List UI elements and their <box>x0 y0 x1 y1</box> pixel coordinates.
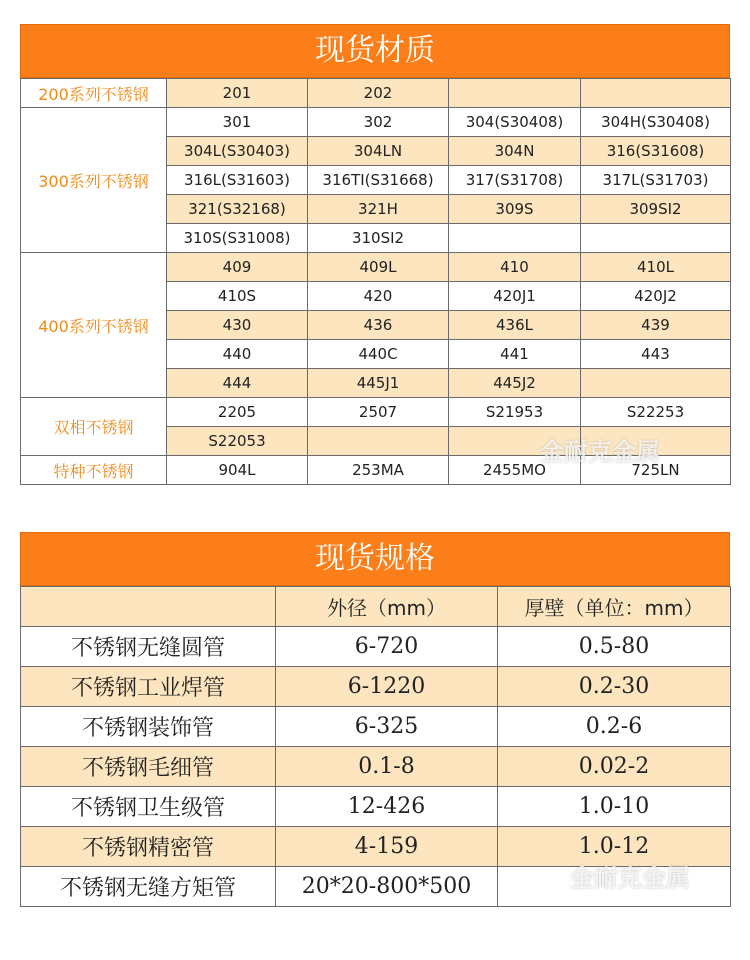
materials-section <box>20 24 730 485</box>
wall-thickness-cell: 0.2-6 <box>498 707 731 747</box>
material-grade-cell: 309S <box>449 195 581 224</box>
material-grade-cell: S21953 <box>449 398 581 427</box>
material-grade-cell: 316L(S31603) <box>167 166 308 195</box>
material-grade-cell: 301 <box>167 108 308 137</box>
outer-diameter-cell: 12-426 <box>276 787 498 827</box>
material-grade-cell: 253MA <box>308 456 449 485</box>
material-grade-cell: 904L <box>167 456 308 485</box>
material-row <box>21 108 731 137</box>
specs-header-cell <box>21 587 276 627</box>
material-grade-cell: 2455MO <box>449 456 581 485</box>
material-grade-cell <box>308 427 449 456</box>
material-grade-cell: 409L <box>308 253 449 282</box>
material-grade-cell: 317L(S31703) <box>581 166 731 195</box>
material-grade-cell: 304L(S30403) <box>167 137 308 166</box>
specs-row <box>21 707 731 747</box>
material-row <box>21 456 731 485</box>
wall-thickness-cell: 1.0-12 <box>498 827 731 867</box>
outer-diameter-cell: 6-720 <box>276 627 498 667</box>
outer-diameter-cell: 4-159 <box>276 827 498 867</box>
material-group-label: 200系列不锈钢 <box>21 79 167 108</box>
material-row <box>21 398 731 427</box>
pipe-type-cell: 不锈钢工业焊管 <box>21 667 276 707</box>
wall-thickness-cell: 1.0-10 <box>498 787 731 827</box>
material-group-label: 400系列不锈钢 <box>21 253 167 398</box>
pipe-type-cell: 不锈钢卫生级管 <box>21 787 276 827</box>
material-grade-cell: 201 <box>167 79 308 108</box>
pipe-type-cell: 不锈钢毛细管 <box>21 747 276 787</box>
specs-section <box>20 532 730 907</box>
material-grade-cell: 410S <box>167 282 308 311</box>
material-grade-cell <box>581 224 731 253</box>
materials-title: 现货材质 <box>20 24 730 78</box>
material-grade-cell: 316(S31608) <box>581 137 731 166</box>
material-grade-cell <box>449 427 581 456</box>
material-grade-cell: 440C <box>308 340 449 369</box>
pipe-type-cell: 不锈钢无缝圆管 <box>21 627 276 667</box>
specs-row <box>21 747 731 787</box>
material-grade-cell: 304N <box>449 137 581 166</box>
material-grade-cell: 436L <box>449 311 581 340</box>
material-grade-cell: 430 <box>167 311 308 340</box>
material-grade-cell <box>581 369 731 398</box>
material-grade-cell: 444 <box>167 369 308 398</box>
wall-thickness-cell: 0.02-2 <box>498 747 731 787</box>
material-grade-cell <box>581 427 731 456</box>
outer-diameter-cell: 0.1-8 <box>276 747 498 787</box>
specs-title: 现货规格 <box>20 532 730 586</box>
material-group-label: 特种不锈钢 <box>21 456 167 485</box>
outer-diameter-cell: 6-1220 <box>276 667 498 707</box>
material-grade-cell: S22053 <box>167 427 308 456</box>
material-grade-cell: 2205 <box>167 398 308 427</box>
pipe-type-cell: 不锈钢精密管 <box>21 827 276 867</box>
wall-thickness-cell: 0.2-30 <box>498 667 731 707</box>
material-grade-cell: 410 <box>449 253 581 282</box>
material-group-label: 双相不锈钢 <box>21 398 167 456</box>
material-grade-cell: 202 <box>308 79 449 108</box>
watermark: 金耐克金属 <box>570 863 690 892</box>
material-grade-cell: 304LN <box>308 137 449 166</box>
specs-row <box>21 667 731 707</box>
material-grade-cell: S22253 <box>581 398 731 427</box>
material-grade-cell: 310SI2 <box>308 224 449 253</box>
outer-diameter-cell: 6-325 <box>276 707 498 747</box>
material-grade-cell: 436 <box>308 311 449 340</box>
material-grade-cell: 304H(S30408) <box>581 108 731 137</box>
material-grade-cell: 445J2 <box>449 369 581 398</box>
material-grade-cell <box>449 79 581 108</box>
material-grade-cell: 441 <box>449 340 581 369</box>
outer-diameter-cell: 20*20-800*500 <box>276 867 498 907</box>
specs-row <box>21 627 731 667</box>
material-grade-cell: 420 <box>308 282 449 311</box>
material-grade-cell: 420J1 <box>449 282 581 311</box>
material-grade-cell: 443 <box>581 340 731 369</box>
material-grade-cell: 321H <box>308 195 449 224</box>
material-grade-cell: 409 <box>167 253 308 282</box>
watermark: 金耐克金属 <box>540 437 660 466</box>
specs-row <box>21 867 731 907</box>
material-grade-cell: 410L <box>581 253 731 282</box>
material-grade-cell: 725LN <box>581 456 731 485</box>
material-grade-cell: 310S(S31008) <box>167 224 308 253</box>
material-grade-cell: 2507 <box>308 398 449 427</box>
pipe-type-cell: 不锈钢装饰管 <box>21 707 276 747</box>
material-grade-cell: 439 <box>581 311 731 340</box>
material-grade-cell: 445J1 <box>308 369 449 398</box>
material-grade-cell: 440 <box>167 340 308 369</box>
specs-header-cell: 外径（mm） <box>276 587 498 627</box>
specs-header-row <box>21 587 731 627</box>
wall-thickness-cell <box>498 867 731 907</box>
material-grade-cell: 304(S30408) <box>449 108 581 137</box>
material-grade-cell: 309SI2 <box>581 195 731 224</box>
specs-header-cell: 厚壁（单位：mm） <box>498 587 731 627</box>
material-group-label: 300系列不锈钢 <box>21 108 167 253</box>
material-row <box>21 253 731 282</box>
material-grade-cell: 420J2 <box>581 282 731 311</box>
material-grade-cell <box>581 79 731 108</box>
specs-row <box>21 827 731 867</box>
material-grade-cell: 321(S32168) <box>167 195 308 224</box>
material-grade-cell: 302 <box>308 108 449 137</box>
specs-table <box>20 586 731 907</box>
wall-thickness-cell: 0.5-80 <box>498 627 731 667</box>
material-grade-cell: 316TI(S31668) <box>308 166 449 195</box>
specs-row <box>21 787 731 827</box>
material-row <box>21 79 731 108</box>
material-grade-cell: 317(S31708) <box>449 166 581 195</box>
pipe-type-cell: 不锈钢无缝方矩管 <box>21 867 276 907</box>
material-grade-cell <box>449 224 581 253</box>
materials-table <box>20 78 731 485</box>
